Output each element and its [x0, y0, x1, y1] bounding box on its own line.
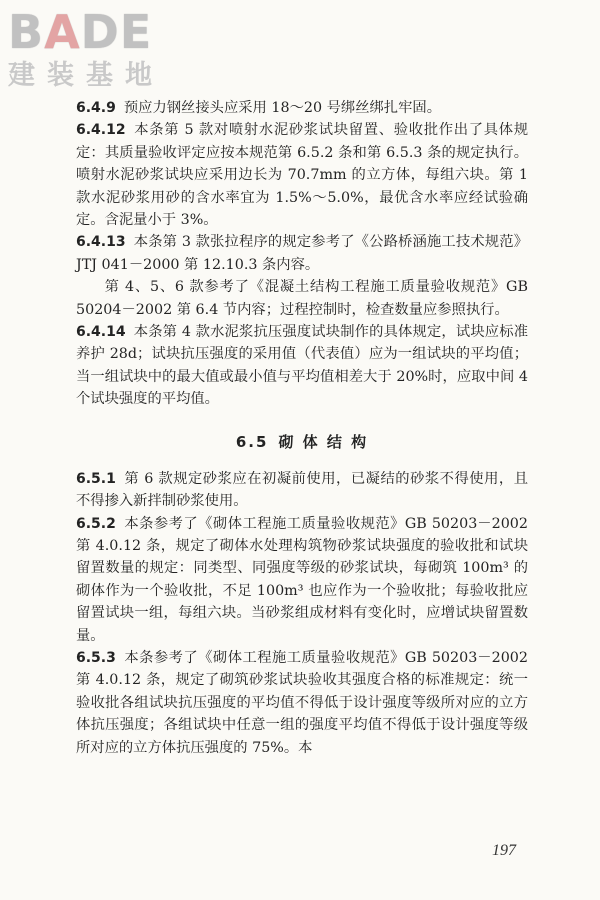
clause-number: 6.4.14	[76, 324, 126, 341]
logo-letter-b: B	[8, 5, 45, 59]
page-number: 197	[492, 842, 516, 859]
clause-number: 6.5.1	[76, 470, 116, 487]
logo-subtitle: 建装基地	[8, 60, 164, 91]
clause-6-5-3	[76, 647, 528, 759]
watermark-logo	[8, 5, 208, 96]
logo-letter-a: A	[44, 5, 81, 59]
clause-6-4-9	[76, 97, 528, 119]
clause-number: 6.4.13	[76, 234, 126, 251]
clause-6-4-12	[76, 119, 528, 231]
logo-wordmark	[8, 5, 208, 59]
clause-text: 本条参考了《砌体工程施工质量验收规范》GB 50203－2002 第 4.0.12 条，规定了砌体水处理构筑物砂浆试块强度的验收批和试块留置数量的规定：同类型、同强度等级的砂浆试块，每砌筑 100m³ 的砌体作为一个验收批，不足 100m³ 也应作为一个验收批；每验收批应留置试块一组，每组六块。当砂浆组成材料有变化时，应增试块留置数量。	[76, 515, 528, 644]
logo-letters-de: DE	[80, 5, 153, 59]
clause-text: 本条第 5 款对喷射水泥砂浆试块留置、验收批作出了具体规定：其质量验收评定应按本规范第 6.5.2 条和第 6.5.3 条的规定执行。喷射水泥砂浆试块应采用边长为 70.7mm 的立方体，每组六块。第 1 款水泥砂浆用砂的含水率宜为 1.5%～5.0%，最优含水率应经试验确定。含泥量小于 3%。	[76, 122, 528, 229]
clause-text: 第 6 款规定砂浆应在初凝前使用，已凝结的砂浆不得使用，且不得掺入新拌制砂浆使用。	[76, 470, 528, 510]
section-number: 6.5	[235, 432, 269, 451]
clause-text: 预应力钢丝接头应采用 18～20 号绑丝绑扎牢固。	[123, 100, 441, 116]
clause-6-4-13	[76, 231, 528, 276]
clause-6-4-13-continued: 第 4、5、6 款参考了《混凝土结构工程施工质量验收规范》GB 50204－2002 第 6.4 节内容；过程控制时，检查数量应参照执行。	[76, 279, 528, 318]
section-heading	[76, 431, 528, 452]
clause-number: 6.5.2	[76, 515, 116, 532]
section-title: 砌 体 结 构	[278, 432, 369, 451]
clause-text: 本条第 3 款张拉程序的规定参考了《公路桥涵施工技术规范》JTJ 041－2000 第 12.10.3 条内容。	[76, 234, 528, 273]
clause-number: 6.5.3	[76, 649, 116, 666]
clause-number: 6.4.12	[76, 122, 126, 139]
clause-text: 本条参考了《砌体工程施工质量验收规范》GB 50203－2002 第 4.0.12 条，规定了砌筑砂浆试块验收其强度合格的标准规定：统一验收批各组试块抗压强度的平均值不得低于设计强度等级所对应的立方体抗压强度；各组试块中任意一组的强度平均值不得低于设计强度等级所对应的立方体抗压强度的 75%。本	[76, 649, 528, 756]
clause-text: 本条第 4 款水泥浆抗压强度试块制作的具体规定，试块应标准养护 28d；试块抗压强度的采用值（代表值）应为一组试块的平均值；当一组试块中的最大值或最小值与平均值相差大于 20%时，应取中间 4 个试块强度的平均值。	[76, 324, 528, 408]
clause-6-5-1	[76, 468, 528, 513]
clause-6-4-14	[76, 321, 528, 411]
clause-6-5-2	[76, 513, 528, 647]
clause-number: 6.4.9	[76, 100, 116, 116]
page-body	[76, 97, 528, 759]
